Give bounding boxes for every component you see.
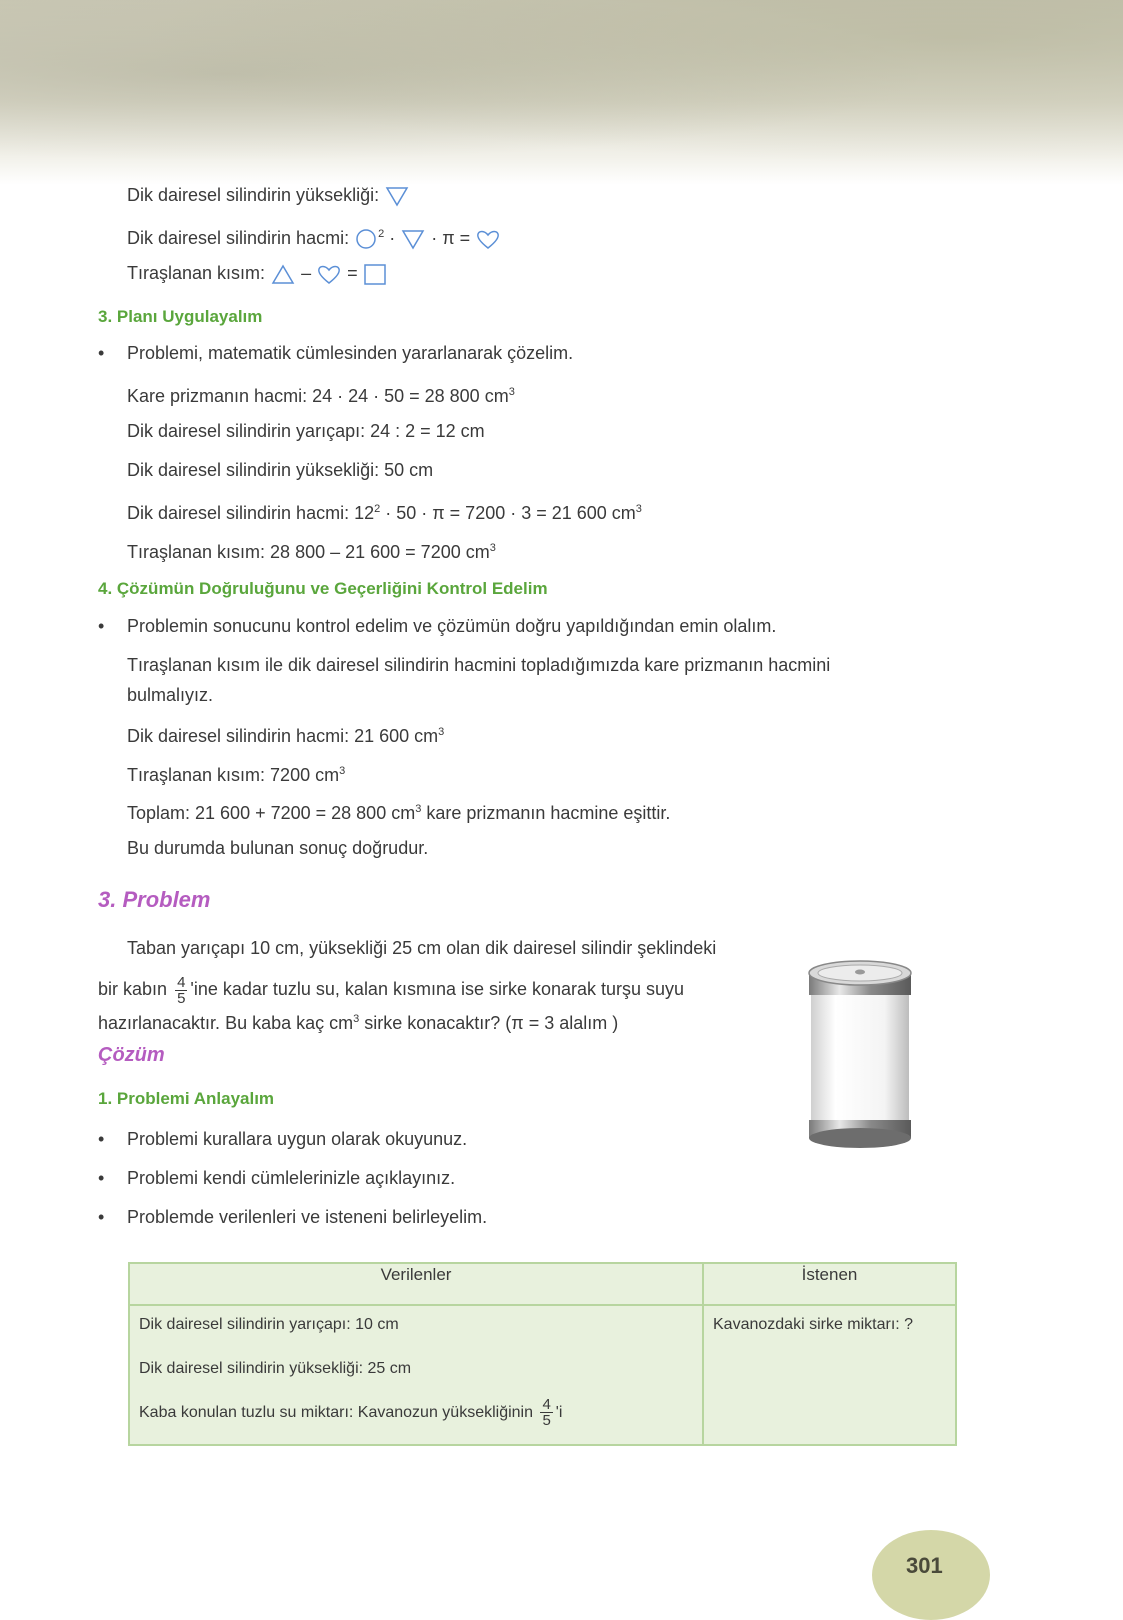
given-radius: Dik dairesel silindirin yarıçapı: 10 cm: [139, 1316, 399, 1333]
step1-bullet-1: Problemi kurallara uygun olarak okuyunuz.: [127, 1129, 468, 1149]
step3-height: Dik dairesel silindirin yüksekliği: 50 cm: [127, 460, 434, 480]
plan-volume-line: [127, 222, 501, 250]
wanted-vinegar: Kavanozdaki sirke miktarı: ?: [713, 1316, 914, 1333]
step3-heading: 3. Planı Uygulayalım: [98, 307, 263, 326]
superscript-3: 3: [339, 765, 346, 777]
step1-bullet-2: Problemi kendi cümlelerinizle açıklayınız.: [127, 1168, 456, 1188]
table-header-row: [129, 1263, 956, 1305]
minus-operator: –: [301, 263, 312, 283]
step4-volume: [127, 720, 444, 748]
step4-total: [127, 797, 670, 825]
given-wanted-table: [128, 1262, 957, 1446]
given-brine-suffix: 'i: [555, 1404, 563, 1421]
superscript-3: 3: [438, 726, 445, 738]
problem3-line2-b: 'ine kadar tuzlu su, kalan kısmına ise sirke konarak turşu suyu: [190, 979, 685, 999]
superscript-3: 3: [353, 1013, 360, 1025]
step4-bullet: Problemin sonucunu kontrol edelim ve çözümün doğru yapıldığından emin olalım.: [127, 616, 777, 636]
step4-heading: 4. Çözümün Doğruluğunu ve Geçerliğini Kontrol Edelim: [98, 579, 548, 598]
bullet-icon: •: [98, 1207, 105, 1227]
given-brine-text: Kaba konulan tuzlu su miktarı: Kavanozun yüksekliğinin: [139, 1404, 533, 1421]
step3-volume: [127, 497, 642, 525]
total-text-a: Toplam: 21 600 + 7200 = 28 800 cm: [127, 803, 416, 823]
fraction-four-fifths: [175, 975, 187, 1006]
step3-prism-volume: [127, 380, 515, 408]
volume-text-a: Dik dairesel silindirin hacmi: 12: [127, 503, 375, 523]
problem3-line-1: Taban yarıçapı 10 cm, yüksekliği 25 cm olan dik dairesel silindir şeklindeki: [127, 938, 717, 958]
superscript-3: 3: [489, 542, 496, 554]
problem3-line-3: [98, 1007, 618, 1035]
total-text-b: kare prizmanın hacmine eşittir.: [421, 803, 671, 823]
prism-volume-text: Kare prizmanın hacmi: 24 · 24 · 50 = 28 800 cm: [127, 386, 509, 406]
heart-icon: [316, 263, 342, 285]
header-decoration: [0, 0, 1123, 185]
superscript-3: 3: [508, 386, 515, 398]
heart-icon: [475, 228, 501, 250]
step4-shaved: [127, 759, 345, 787]
step1-heading: 1. Problemi Anlayalım: [98, 1089, 275, 1108]
superscript-2: 2: [374, 503, 381, 515]
problem3-line3-a: hazırlanacaktır. Bu kaba kaç cm: [98, 1013, 354, 1033]
given-cell: [129, 1305, 703, 1445]
table-row: [129, 1305, 956, 1445]
triangle-up-icon: [270, 263, 296, 285]
pi-operator: · π =: [431, 228, 471, 248]
step4-paragraph-2: bulmalıyız.: [127, 685, 214, 705]
volume-text-b: · 50 · π = 7200 · 3 = 21 600 cm: [380, 503, 636, 523]
problem3-line2-a: bir kabın: [98, 979, 168, 999]
step3-radius: Dik dairesel silindirin yarıçapı: 24 : 2 = 12 cm: [127, 421, 485, 441]
given-brine: [131, 1395, 701, 1443]
superscript-3: 3: [635, 503, 642, 515]
step4-paragraph-1: Tıraşlanan kısım ile dik dairesel silindirin hacmini topladığımızda kare prizmanın hacmini: [127, 655, 831, 675]
problem3-line-2: [98, 974, 684, 1006]
header-wanted: İstenen: [703, 1263, 956, 1305]
plan-shaved-label: Tıraşlanan kısım:: [127, 263, 266, 283]
fraction-four-fifths: [540, 1397, 552, 1428]
dot-operator: ·: [389, 228, 396, 248]
square-icon: [363, 263, 387, 285]
plan-volume-label: Dik dairesel silindirin hacmi:: [127, 228, 350, 248]
header-given: Verilenler: [129, 1263, 703, 1305]
page-number: 301: [906, 1553, 943, 1578]
triangle-down-icon: [384, 185, 410, 207]
check-volume-text: Dik dairesel silindirin hacmi: 21 600 cm: [127, 726, 439, 746]
circle-icon: [354, 228, 378, 250]
bullet-icon: •: [98, 343, 105, 363]
step4-conclusion: Bu durumda bulunan sonuç doğrudur.: [127, 838, 429, 858]
plan-height-line: [127, 183, 410, 207]
plan-height-label: Dik dairesel silindirin yüksekliği:: [127, 185, 380, 205]
step3-bullet: Problemi, matematik cümlesinden yararlanarak çözelim.: [127, 343, 574, 363]
step1-bullet-3: Problemde verilenleri ve isteneni belirleyelim.: [127, 1207, 488, 1227]
plan-shaved-line: [127, 261, 387, 285]
shaved-text: Tıraşlanan kısım: 28 800 – 21 600 = 7200 cm: [127, 542, 490, 562]
superscript-3: 3: [415, 803, 422, 815]
can-illustration: [805, 955, 915, 1155]
fraction-numerator: 4: [542, 1396, 551, 1414]
solution-title: Çözüm: [98, 1044, 165, 1066]
problem3-line3-b: sirke konacaktır? (π = 3 alalım ): [359, 1013, 619, 1033]
fraction-denominator: 5: [542, 1412, 551, 1430]
wanted-cell: [703, 1305, 956, 1445]
triangle-down-icon: [400, 228, 426, 250]
bullet-icon: •: [98, 616, 105, 636]
equals-operator: =: [347, 263, 358, 283]
bullet-icon: •: [98, 1168, 105, 1188]
superscript-2: 2: [378, 228, 385, 240]
step3-shaved: [127, 536, 496, 564]
problem3-title: 3. Problem: [98, 887, 211, 912]
fraction-denominator: 5: [177, 989, 186, 1007]
check-shaved-text: Tıraşlanan kısım: 7200 cm: [127, 765, 340, 785]
bullet-icon: •: [98, 1129, 105, 1149]
given-height: Dik dairesel silindirin yüksekliği: 25 cm: [139, 1360, 412, 1377]
fraction-numerator: 4: [177, 973, 186, 991]
